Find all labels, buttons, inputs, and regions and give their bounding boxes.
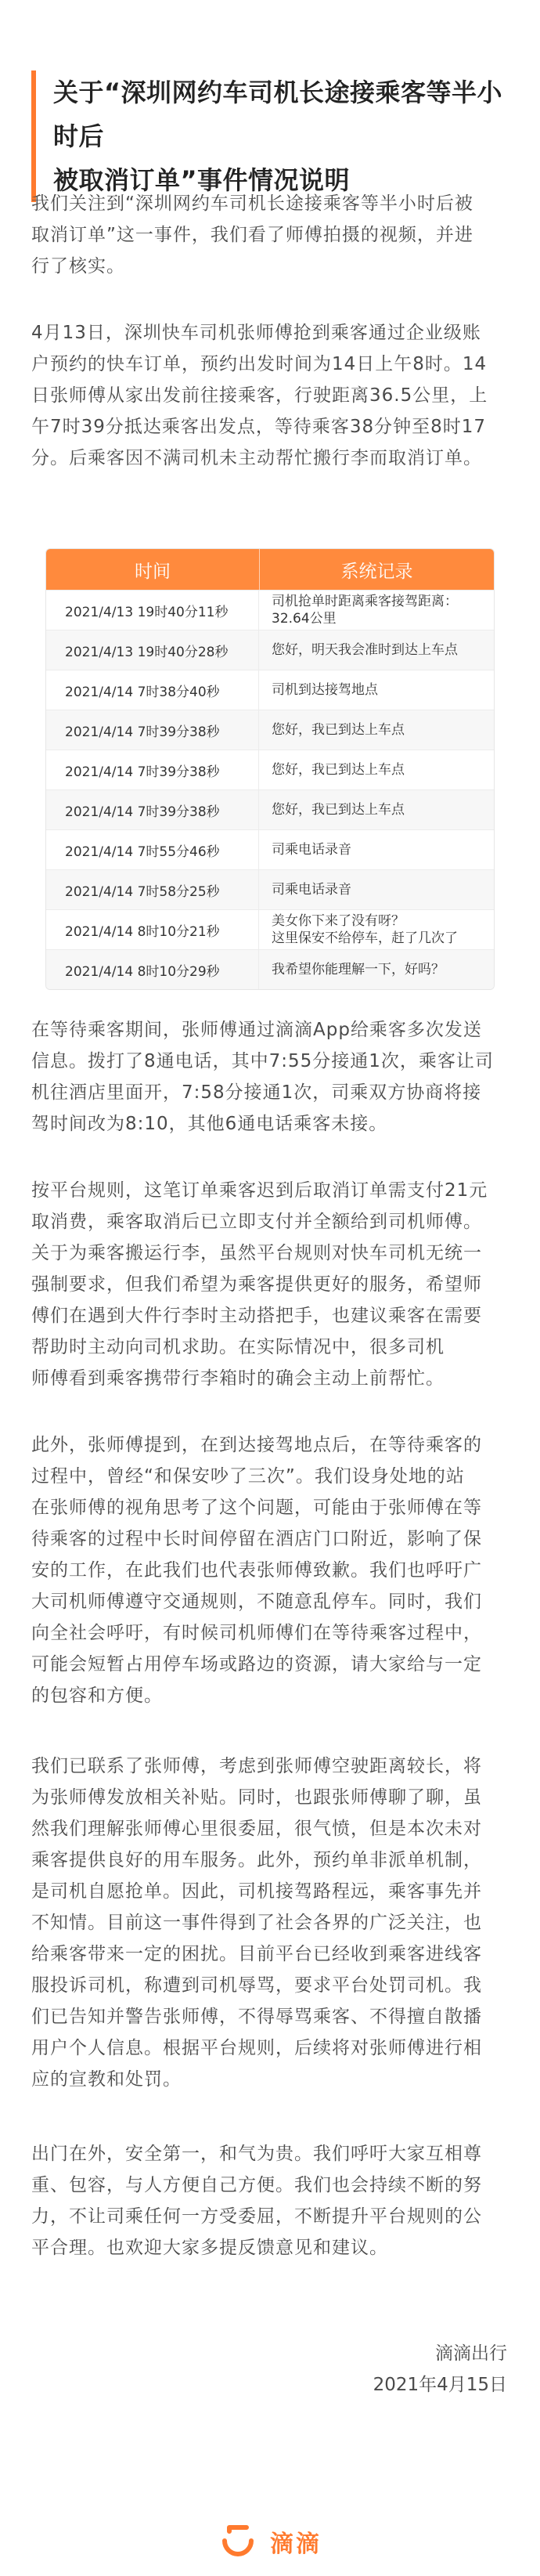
table-row [46, 829, 494, 869]
cell-record [259, 710, 494, 750]
cell-time: 2021/4/14 8时10分21秒 [46, 910, 259, 949]
signature-date: 2021年4月15日 [373, 2375, 507, 2395]
text-line: 我们已联系了张师傅，考虑到张师傅空驶距离较长，将 [31, 1756, 482, 1776]
cell-time: 2021/4/14 7时39分38秒 [46, 710, 259, 750]
record-line: 您好，我已到达上车点 [272, 722, 405, 738]
text-line: 的包容和方便。 [31, 1685, 163, 1706]
text-line: 日张师傅从家出发前往接乘客，行驶距离36.5公里，上 [31, 385, 488, 406]
text-line: 驾时间改为8:10，其他6通电话乘客未接。 [31, 1114, 388, 1134]
table-row [46, 750, 494, 789]
record-line: 您好，明天我会准时到达上车点 [272, 642, 458, 658]
cell-time: 2021/4/14 7时58分25秒 [46, 870, 259, 909]
text-line: 此外，张师傅提到，在到达接驾地点后，在等待乘客的 [31, 1435, 482, 1455]
record-line: 这里保安不给停车，赶了几次了 [272, 930, 458, 946]
cell-time: 2021/4/14 7时39分38秒 [46, 790, 259, 829]
text-line: 机往酒店里面开，7:58分接通1次，司乘双方协商将接 [31, 1082, 482, 1103]
text-line: 服投诉司机，称遭到司机辱骂，要求平台处罚司机。我 [31, 1975, 482, 1996]
text-line: 取消费，乘客取消后已立即支付并全额给到司机师傅。 [31, 1212, 482, 1232]
record-line: 您好，我已到达上车点 [272, 802, 405, 818]
table-header [46, 549, 494, 590]
title-line: 关于“深圳网约车司机长途接乘客等半小时后 [53, 78, 503, 151]
paragraph-security [31, 1429, 509, 1711]
record-line: 司机抢单时距离乘客接驾距离： [272, 594, 458, 609]
table-row [46, 710, 494, 750]
record-line: 美女你下来了没有呀？ [272, 913, 405, 929]
text-line: 们已告知并警告张师傅，不得辱骂乘客、不得擅自散播 [31, 2007, 482, 2027]
table-row [46, 630, 494, 670]
cell-time: 2021/4/14 7时55分46秒 [46, 830, 259, 869]
cell-time: 2021/4/13 19时40分28秒 [46, 630, 259, 670]
text-line: 在等待乘客期间，张师傅通过滴滴App给乘客多次发送 [31, 1020, 482, 1040]
record-line: 您好，我已到达上车点 [272, 762, 405, 778]
record-line: 司乘电话录音 [272, 842, 351, 858]
system-record-table [45, 548, 495, 990]
text-line: 在张师傅的视角思考了这个问题，可能由于张师傅在等 [31, 1498, 482, 1518]
text-line: 向全社会呼吁，有时候司机师傅们在等待乘客过程中， [31, 1623, 482, 1643]
paragraph-closing [31, 2138, 509, 2263]
text-line: 户预约的快车订单，预约出发时间为14日上午8时。14 [31, 354, 488, 374]
record-line: 32.64公里 [272, 611, 337, 627]
text-line: 帮助时主动向司机求助。在实际情况中，很多司机 [31, 1337, 445, 1357]
cell-record [259, 910, 494, 949]
cell-record [259, 630, 494, 670]
text-line: 为张师傅发放相关补贴。同时，也跟张师傅聊了聊，虽 [31, 1787, 482, 1808]
header-time: 时间 [135, 561, 171, 582]
cell-record [259, 950, 494, 989]
cell-time: 2021/4/14 7时38分40秒 [46, 670, 259, 710]
table-row [46, 590, 494, 630]
text-line: 是司机自愿抢单。因此，司机接驾路程远，乘客事先并 [31, 1881, 482, 1902]
brand-name: 滴滴 [270, 2530, 322, 2558]
cell-time: 2021/4/13 19时40分11秒 [46, 591, 259, 630]
text-line: 我们关注到“深圳网约车司机长途接乘客等半小时后被 [31, 193, 473, 214]
text-line: 安的工作，在此我们也代表张师傅致歉。我们也呼吁广 [31, 1560, 482, 1581]
cell-record [259, 830, 494, 869]
text-line: 行了核实。 [31, 256, 125, 276]
record-line: 司乘电话录音 [272, 882, 351, 898]
title-line: 被取消订单”事件情况说明 [53, 165, 351, 195]
text-line: 信息。拨打了8通电话，其中7:55分接通1次，乘客让司 [31, 1051, 494, 1071]
paragraph-timeline [31, 317, 509, 474]
paragraph-followup [31, 1750, 509, 2095]
table-row [46, 909, 494, 949]
text-line: 用户个人信息。根据平台规则，后续将对张师傅进行相 [31, 2038, 482, 2058]
cell-record [259, 870, 494, 909]
cell-time: 2021/4/14 8时10分29秒 [46, 950, 259, 989]
cell-record [259, 750, 494, 789]
text-line: 关于为乘客搬运行李，虽然平台规则对快车司机无统一 [31, 1243, 482, 1263]
paragraph-intro [31, 188, 509, 282]
text-line: 给乘客带来一定的困扰。目前平台已经收到乘客进线客 [31, 1944, 482, 1964]
text-line: 待乘客的过程中长时间停留在酒店门口附近，影响了保 [31, 1529, 482, 1549]
cell-record [259, 591, 494, 630]
table-row [46, 789, 494, 829]
text-line: 重、包容，与人方便自己方便。我们也会持续不断的努 [31, 2175, 482, 2195]
text-line: 平合理。也欢迎大家多提反馈意见和建议。 [31, 2238, 388, 2258]
text-line: 过程中，曾经“和保安吵了三次”。我们设身处地的站 [31, 1466, 465, 1487]
signature [373, 2338, 507, 2401]
text-line: 不知情。目前这一事件得到了社会各界的广泛关注，也 [31, 1913, 482, 1933]
text-line: 应的宣教和处罚。 [31, 2069, 182, 2090]
text-line: 午7时39分抵达乘客出发点，等待乘客38分钟至8时17 [31, 417, 487, 437]
record-line: 司机到达接驾地点 [272, 682, 378, 698]
text-line: 可能会短暂占用停车场或路边的资源，请大家给与一定 [31, 1654, 482, 1675]
text-line: 然我们理解张师傅心里很委屈，很气愤，但是本次未对 [31, 1819, 482, 1839]
record-line: 我希望你能理解一下，好吗？ [272, 962, 445, 977]
cell-record [259, 790, 494, 829]
text-line: 傅们在遇到大件行李时主动搭把手，也建议乘客在需要 [31, 1306, 482, 1326]
text-line: 大司机师傅遵守交通规则，不随意乱停车。同时，我们 [31, 1591, 482, 1612]
paragraph-rules [31, 1175, 509, 1394]
article-title [31, 70, 509, 202]
text-line: 取消订单”这一事件，我们看了师傅拍摄的视频，并进 [31, 225, 473, 245]
text-line: 乘客提供良好的用车服务。此外，预约单非派单机制， [31, 1850, 482, 1870]
text-line: 分。后乘客因不满司机未主动帮忙搬行李而取消订单。 [31, 448, 482, 468]
header-record: 系统记录 [259, 549, 494, 590]
text-line: 力，不让司乘任何一方受委屈，不断提升平台规则的公 [31, 2206, 482, 2227]
text-line: 4月13日，深圳快车司机张师傅抢到乘客通过企业级账 [31, 323, 481, 343]
text-line: 按平台规则，这笔订单乘客迟到后取消订单需支付21元 [31, 1180, 488, 1201]
table-body [46, 590, 494, 989]
cell-time: 2021/4/14 7时39分38秒 [46, 750, 259, 789]
brand-footer [0, 2506, 540, 2576]
text-line: 强制要求，但我们希望为乘客提供更好的服务，希望师 [31, 1274, 482, 1295]
signature-org: 滴滴出行 [435, 2343, 507, 2364]
text-line: 出门在外，安全第一，和气为贵。我们呼吁大家互相尊 [31, 2144, 482, 2164]
didi-logo-icon [218, 2522, 257, 2561]
text-line: 师傅看到乘客携带行李箱时的确会主动上前帮忙。 [31, 1368, 445, 1389]
table-row [46, 949, 494, 989]
cell-record [259, 670, 494, 710]
paragraph-messages [31, 1014, 509, 1140]
table-row [46, 869, 494, 909]
table-row [46, 670, 494, 710]
